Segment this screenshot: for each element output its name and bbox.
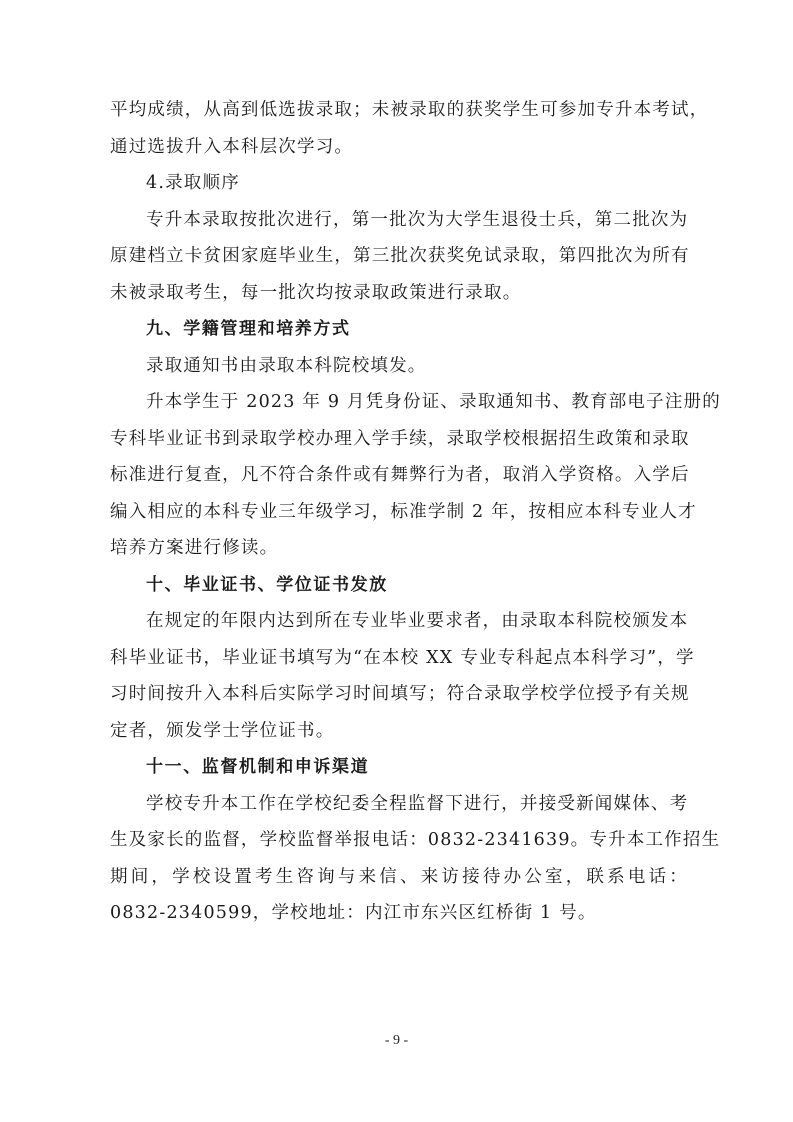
paragraph-line: 原建档立卡贫困家庭毕业生，第三批次获奖免试录取，第四批次为所有 [110,246,690,266]
paragraph-line: 标准进行复查，凡不符合条件或有舞弊行为者，取消入学资格。入学后 [110,465,690,485]
paragraph-line: 平均成绩，从高到低选拔录取；未被录取的获奖学生可参加专升本考试， [110,100,709,120]
paragraph-line: 培养方案进行修读。 [110,538,279,558]
paragraph-line: 专科毕业证书到录取学校办理入学手续，录取学校根据招生政策和录取 [110,428,690,449]
paragraph-line: 0832-2340599，学校地址：内江市东兴区红桥街 1 号。 [110,903,597,923]
paragraph-line: 科毕业证书，毕业证书填写为“在本校 XX 专业专科起点本科学习”，学 [110,647,695,668]
section-heading: 十、毕业证书、学位证书发放 [146,574,388,595]
paragraph-line: 定者，颁发学士学位证书。 [110,720,335,741]
paragraph-line: 习时间按升入本科后实际学习时间填写；符合录取学校学位授予有关规 [110,684,690,704]
paragraph-line: 期间，学校设置考生咨询与来信、来访接待办公室，联系电话： [110,866,688,887]
document-body [110,92,721,932]
paragraph-line: 学校专升本工作在学校纪委全程监督下进行，并接受新闻媒体、考 [146,793,689,814]
paragraph-line: 在规定的年限内达到所在专业毕业要求者，由录取本科院校颁发本 [146,611,689,631]
section-heading: 十一、监督机制和申诉渠道 [146,757,370,777]
paragraph-line: 生及家长的监督，学校监督举报电话：0832-2341639。专升本工作招生 [110,830,721,850]
section-heading: 九、学籍管理和培养方式 [146,319,351,339]
paragraph-line: 通过选拔升入本科层次学习。 [110,136,354,157]
paragraph-line: 升本学生于 2023 年 9 月凭身份证、录取通知书、教育部电子注册的 [146,392,721,412]
page-number: - 9 - [384,1033,409,1048]
subsection-title: 4.录取顺序 [146,173,240,193]
paragraph-line: 编入相应的本科专业三年级学习，标准学制 2 年，按相应本科专业人才 [110,501,697,522]
paragraph-line: 专升本录取按批次进行，第一批次为大学生退役士兵，第二批次为 [146,209,689,230]
paragraph-line: 录取通知书由录取本科院校填发。 [146,355,427,376]
paragraph-line: 未被录取考生，每一批次均按录取政策进行录取。 [110,282,522,303]
